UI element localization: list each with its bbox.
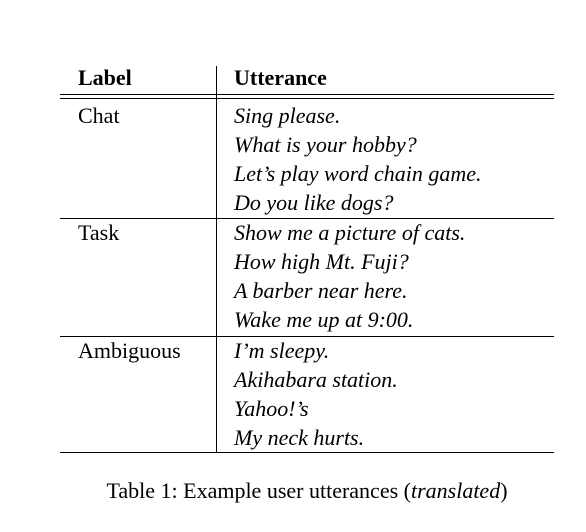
utterance: Let’s play word chain game. [234,161,482,186]
caption-suffix: ) [500,478,508,503]
utterance: I’m sleepy. [234,338,330,363]
table-caption [0,478,586,504]
utterance: Yahoo!’s [234,396,309,421]
utterance: What is your hobby? [234,132,417,157]
utterance-table [60,62,554,450]
header-rule-bottom [60,98,554,99]
group-label: Task [78,220,120,245]
utterance: My neck hurts. [234,425,365,450]
group-label: Ambiguous [78,338,181,363]
utterance-list [234,336,398,452]
header-label: Label [78,65,132,90]
utterance: How high Mt. Fuji? [234,249,409,274]
caption-prefix: Table 1: Example user utterances ( [106,478,411,503]
utterance-list [234,101,482,217]
column-divider [216,66,217,452]
header-rule-top [60,94,554,95]
table-bottom-rule [60,452,554,453]
caption-italic: translated [410,478,501,503]
utterance: Show me a picture of cats. [234,220,466,245]
utterance: Do you like dogs? [234,190,394,215]
utterance: Sing please. [234,103,341,128]
table-header [60,62,554,94]
utterance-list [234,218,465,334]
utterance: A barber near here. [234,278,408,303]
utterance: Wake me up at 9:00. [234,307,414,332]
group-label: Chat [78,103,120,128]
header-utterance: Utterance [234,65,327,90]
utterance: Akihabara station. [234,367,398,392]
